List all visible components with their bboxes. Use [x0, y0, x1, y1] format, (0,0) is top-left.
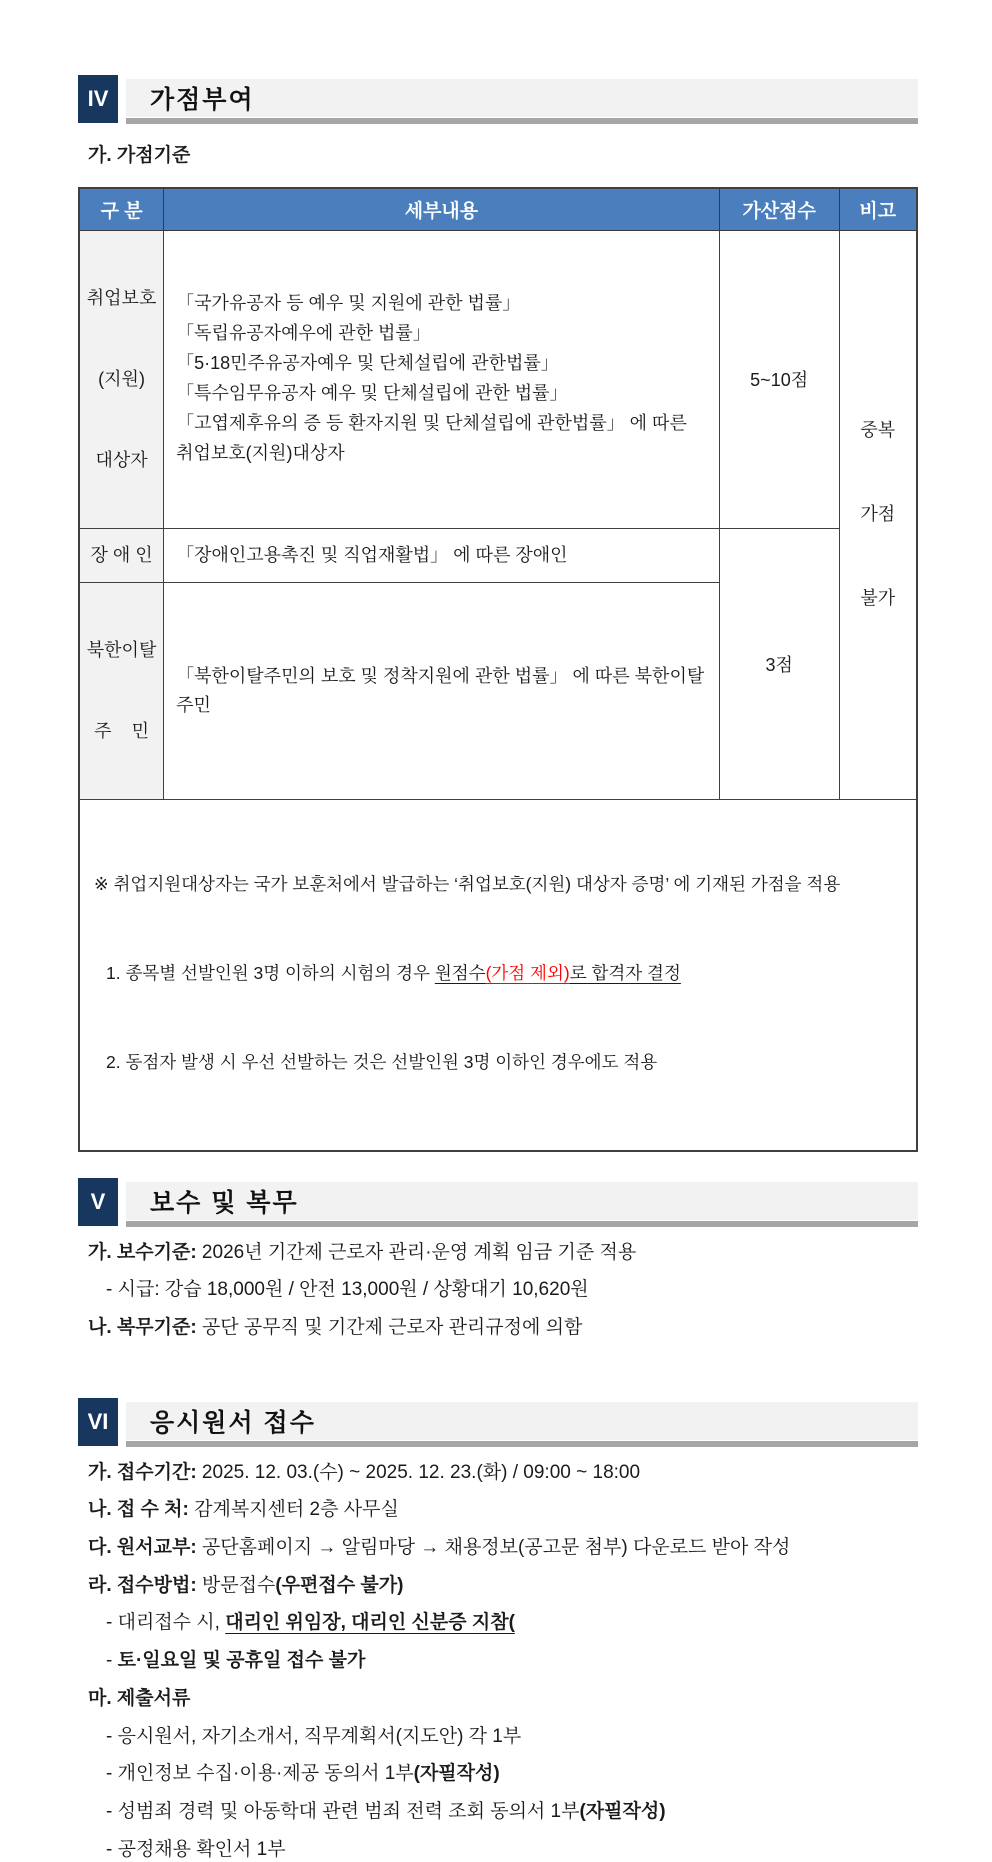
score-cell: 3점	[719, 528, 839, 800]
note-1-red: (가점 제외)	[485, 963, 570, 984]
note-line-2: 2. 동점자 발생 시 우선 선발하는 것은 선발인원 3명 이하인 경우에도 적용	[106, 1052, 658, 1073]
service-standard-label: 나. 복무기준:	[88, 1317, 197, 1338]
application-period-line	[78, 1461, 918, 1486]
section-vi-title: 응시원서 접수	[126, 1402, 918, 1440]
category-cell	[79, 583, 164, 800]
note-1-prefix: 1. 종목별 선발인원 3명 이하의 시험의 경우	[106, 963, 435, 984]
document-item-4: - 공정채용 확인서 1부	[106, 1838, 286, 1860]
table-notes-row	[79, 800, 917, 1151]
document-item-3-bold: (자필작성)	[579, 1800, 666, 1822]
category-line: (지원)	[98, 368, 145, 389]
application-method-line	[78, 1574, 918, 1599]
section-vi-bar	[126, 1402, 918, 1447]
category-line: 취업보호	[86, 287, 157, 308]
details-cell: 「장애인고용촉진 및 직업재활법」 에 따른 장애인	[164, 528, 720, 583]
note-line-0: ※ 취업지원대상자는 국가 보훈처에서 발급하는 ‘취업보호(지원) 대상자 증명’ 에 기재된 가점을 적용	[94, 873, 841, 894]
law-line: 「특수임무유공자 예우 및 단체설립에 관한 법률」	[176, 383, 568, 403]
document-item-3-text: - 성범죄 경력 및 아동학대 관련 범죄 전력 조회 동의서 1부	[106, 1800, 580, 1822]
table-row-disabled	[79, 528, 917, 583]
table-header-row	[79, 188, 917, 230]
section-iv-underline	[126, 118, 918, 124]
bonus-criteria-subheading: 가. 가점기준	[88, 145, 191, 166]
notes-cell	[79, 800, 917, 1151]
pay-standard-line	[78, 1241, 918, 1266]
details-cell: 「북한이탈주민의 보호 및 정착지원에 관한 법률」 에 따른 북한이탈주민	[164, 583, 720, 800]
section-iv-header	[78, 75, 918, 124]
section-v-underline	[126, 1221, 918, 1227]
proxy-prefix: - 대리접수 시,	[106, 1612, 226, 1634]
proxy-bold-underline: 대리인 위임장, 대리인 신분증 지참(	[225, 1612, 515, 1634]
form-distribution-line	[78, 1536, 918, 1561]
header-details: 세부내용	[164, 188, 720, 230]
note-line-1	[94, 959, 902, 989]
pay-standard-text: 2026년 기간제 근로자 관리·운영 계획 임금 기준 적용	[196, 1241, 637, 1263]
remark-cell	[839, 230, 917, 800]
form-distribution-text: 공단홈페이지 → 알림마당 → 채용정보(공고문 첨부) 다운로드 받아 작성	[196, 1537, 791, 1559]
application-place-line	[78, 1498, 918, 1523]
application-method-label: 라. 접수방법:	[88, 1574, 197, 1596]
document-item-1: - 응시원서, 자기소개서, 직무계획서(지도안) 각 1부	[106, 1725, 522, 1747]
section-v-badge: V	[78, 1178, 118, 1226]
hourly-wage-line: - 시급: 강습 18,000원 / 안전 13,000원 / 상황대기 10,620원	[106, 1279, 589, 1301]
application-period-label: 가. 접수기간:	[88, 1461, 197, 1483]
proxy-application-line	[78, 1611, 918, 1636]
table-row-employment-protection	[79, 230, 917, 528]
section-v-title: 보수 및 복무	[126, 1182, 918, 1220]
header-category: 구 분	[79, 188, 164, 230]
document-item-2-text: - 개인정보 수집·이용·제공 동의서 1부	[106, 1763, 414, 1785]
no-weekend-bold: 토·일요일 및 공휴일 접수 불가	[117, 1650, 366, 1672]
details-cell	[164, 230, 720, 528]
category-line: 대상자	[95, 449, 148, 470]
category-cell	[79, 230, 164, 528]
documents-label: 마. 제출서류	[88, 1687, 191, 1709]
section-vi-badge: VI	[78, 1398, 118, 1446]
no-weekend-line	[78, 1649, 918, 1674]
category-line: 주 민	[94, 721, 149, 742]
law-line: 「고엽제후유의 증 등 환자지원 및 단체설립에 관한법률」 에 따른 취업보호(지원)대상자	[176, 412, 687, 463]
documents-line	[78, 1687, 918, 1712]
application-place-label: 나. 접 수 처:	[88, 1499, 189, 1521]
section-iv-bar	[126, 79, 918, 124]
section-v-header	[78, 1178, 918, 1227]
bonus-points-table	[78, 187, 918, 1152]
section-vi-underline	[126, 1441, 918, 1447]
section-iv-badge: IV	[78, 75, 118, 123]
remark-line: 중복	[860, 420, 896, 441]
document-item-2-bold: (자필작성)	[413, 1763, 500, 1785]
service-standard-text: 공단 공무직 및 기간제 근로자 관리규정에 의함	[196, 1317, 583, 1338]
pay-standard-label: 가. 보수기준:	[88, 1241, 197, 1263]
document-item-2	[78, 1762, 918, 1787]
application-place-text: 감계복지센터 2층 사무실	[188, 1499, 399, 1521]
note-1-underlined-2: 로 합격자 결정	[569, 963, 681, 984]
law-line: 「국가유공자 등 예우 및 지원에 관한 법률」	[176, 293, 521, 314]
category-line: 북한이탈	[86, 640, 157, 661]
remark-line: 불가	[860, 587, 896, 608]
note-1-underlined: 원점수	[434, 963, 486, 984]
law-line: 「5·18민주유공자예우 및 단체설립에 관한법률」	[176, 353, 559, 374]
service-standard-line	[78, 1316, 918, 1341]
category-cell: 장 애 인	[79, 528, 164, 583]
law-line: 「독립유공자예우에 관한 법률」	[176, 323, 431, 344]
no-mail-bold: (우편접수 불가)	[275, 1574, 404, 1596]
score-cell: 5~10점	[719, 230, 839, 528]
document-item-3	[78, 1800, 918, 1825]
section-v-bar	[126, 1182, 918, 1227]
header-score: 가산점수	[719, 188, 839, 230]
remark-line: 가점	[860, 503, 896, 524]
application-period-text: 2025. 12. 03.(수) ~ 2025. 12. 23.(화) / 09:00 ~ 18:00	[196, 1461, 641, 1483]
header-remark: 비고	[839, 188, 917, 230]
no-weekend-prefix: -	[106, 1650, 118, 1672]
application-method-text: 방문접수	[196, 1574, 276, 1596]
form-distribution-label: 다. 원서교부:	[88, 1537, 197, 1559]
section-iv-title: 가점부여	[126, 79, 918, 117]
section-vi-header	[78, 1398, 918, 1447]
